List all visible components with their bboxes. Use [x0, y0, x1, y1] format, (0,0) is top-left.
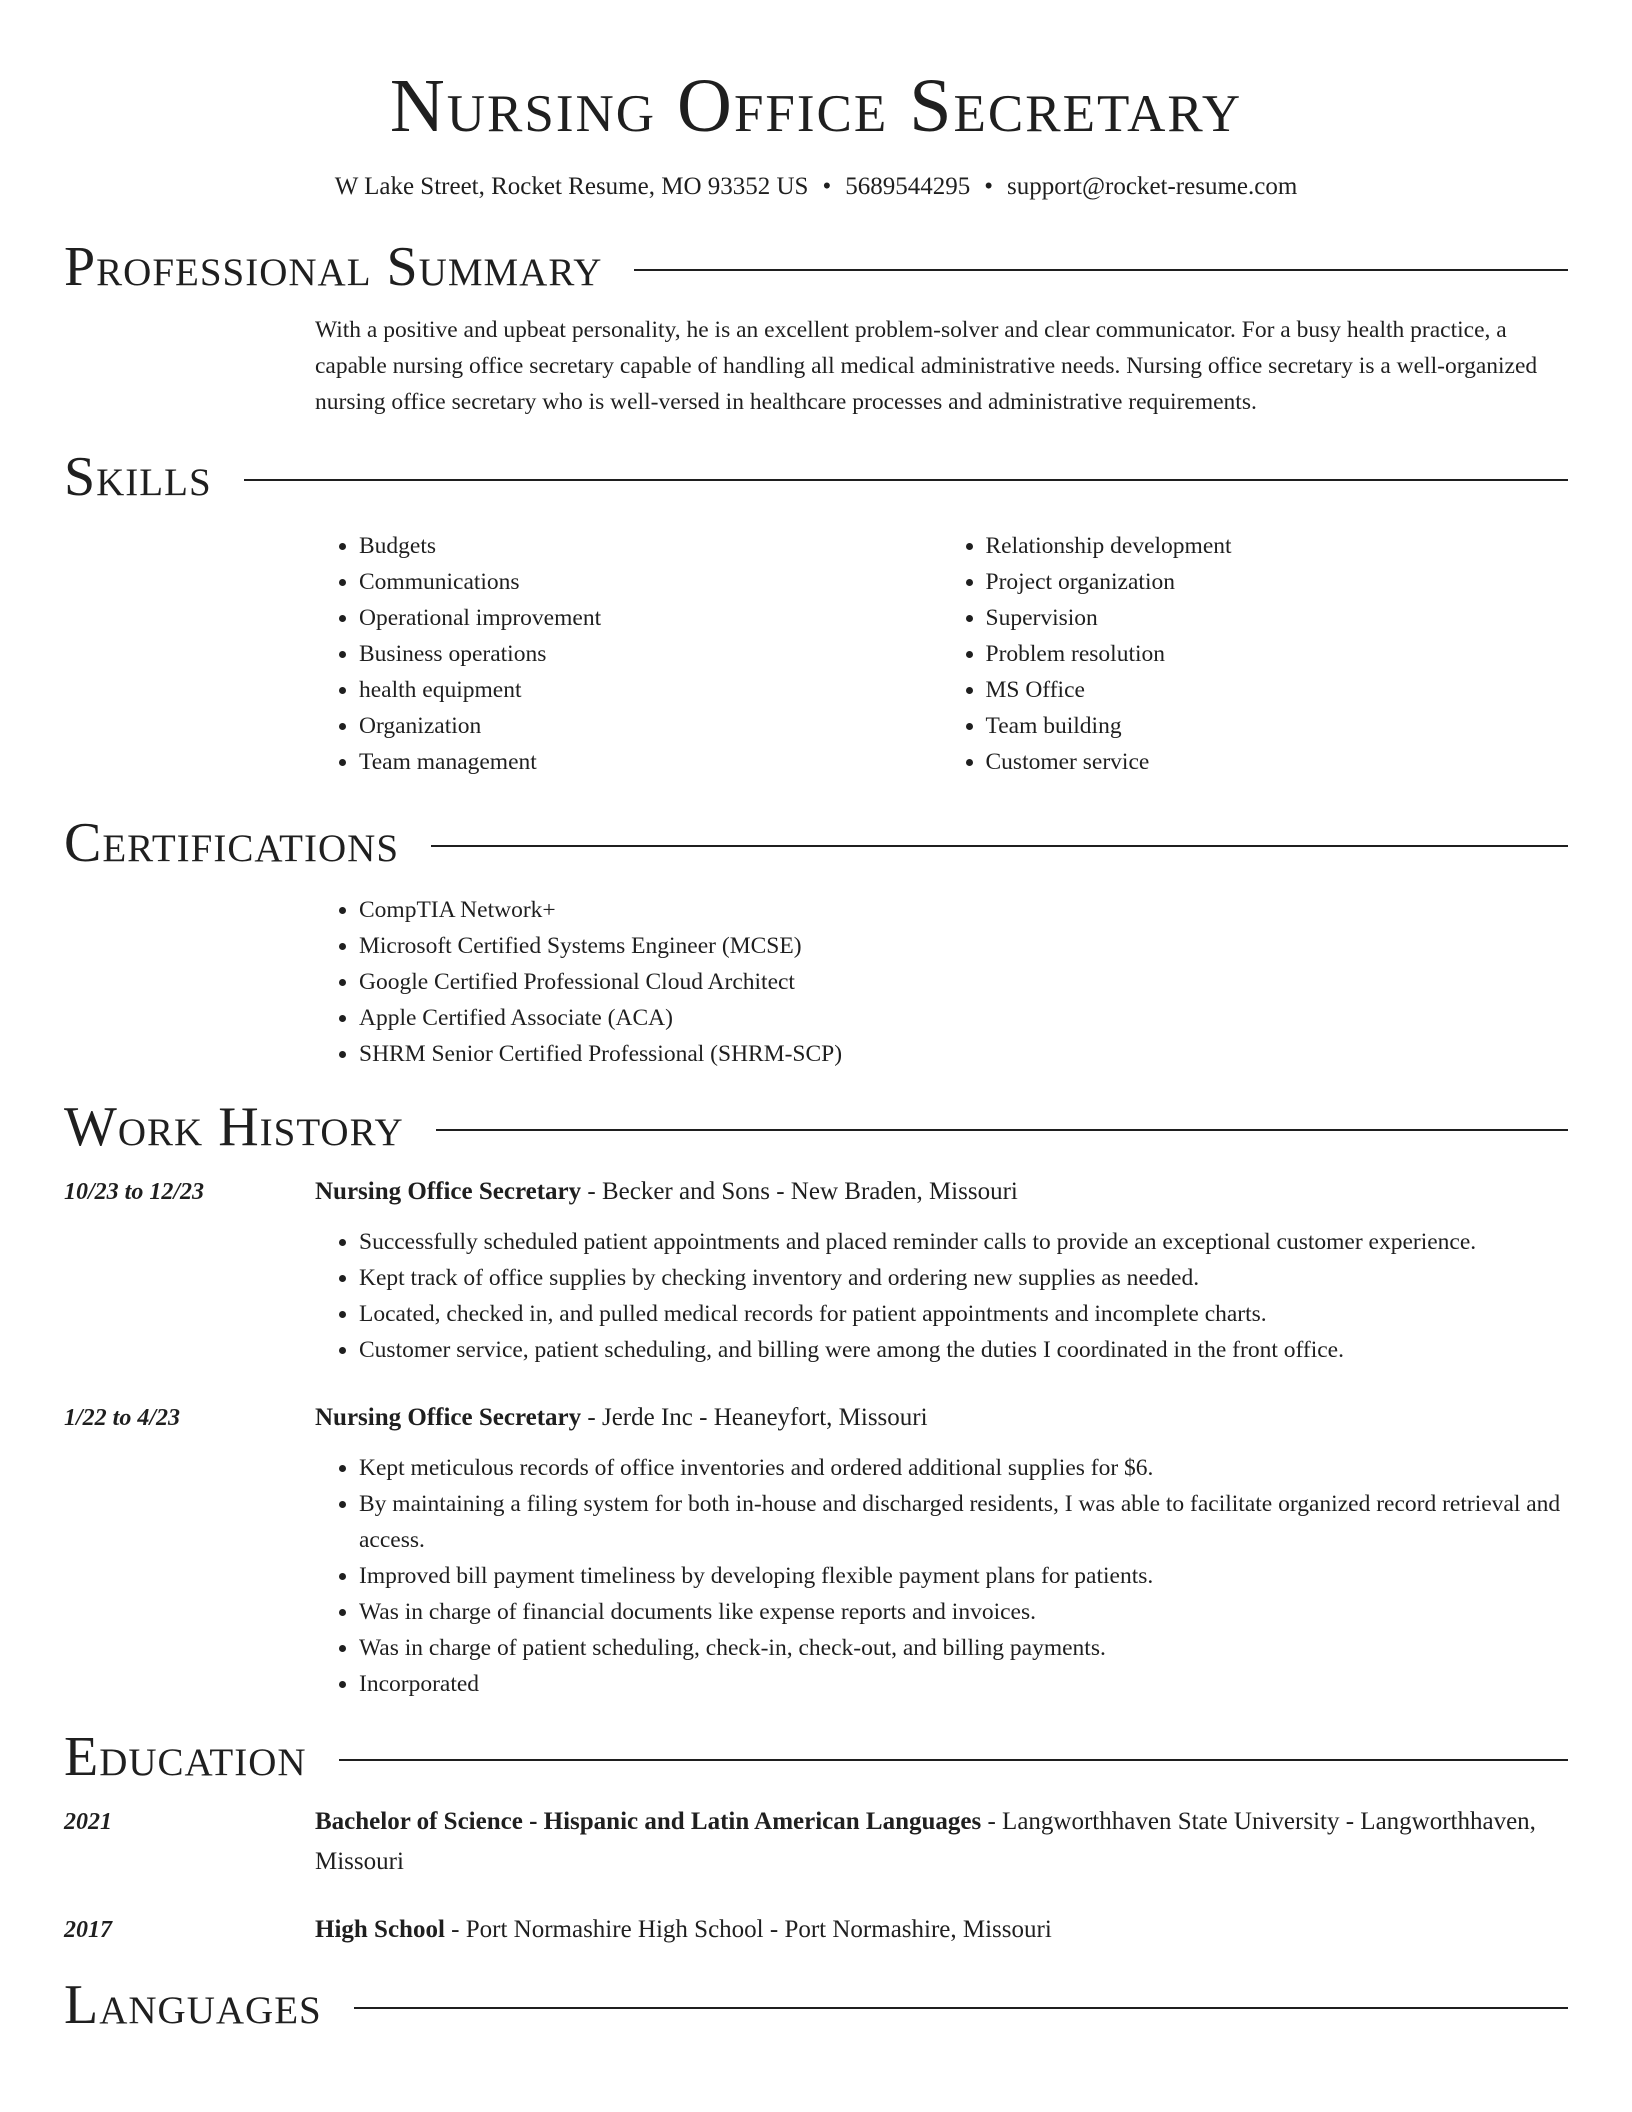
contact-phone: 5689544295: [845, 173, 971, 200]
job-dates: 1/22 to 4/23: [64, 1405, 181, 1431]
summary-title: Professional Summary: [64, 236, 603, 298]
job-bullet: • Was in charge of patient scheduling, check-in, check-out, and billing payments.: [359, 1630, 1568, 1666]
job-bullet: • Kept track of office supplies by checking inventory and ordering new supplies as needed.: [359, 1260, 1568, 1296]
summary-text: With a positive and upbeat personality, he is an excellent problem-solver and clear communicator. For a busy health practice, a capable nursing office secretary capable of handling all medical administrative needs. Nursing office secretary is a well-organized nursing office secretary who is well-versed in healthcare processes and administrative requirements.: [315, 317, 1538, 415]
section-rule: [354, 2007, 1568, 2009]
education-year: 2021: [64, 1809, 112, 1835]
education-entry: [64, 1802, 1568, 1882]
skill-item: • Budgets: [359, 528, 942, 564]
education-entry: [64, 1910, 1568, 1950]
job-bullet: • Located, checked in, and pulled medical records for patient appointments and incomplete charts.: [359, 1296, 1568, 1332]
certification-item: • Google Certified Professional Cloud Architect: [359, 964, 1568, 1000]
languages-title: Languages: [64, 1974, 322, 2036]
skills-list-left: [315, 528, 942, 780]
skill-item: • Organization: [359, 708, 942, 744]
education-degree: High School: [315, 1916, 445, 1943]
job-role: Nursing Office Secretary: [315, 1178, 582, 1205]
skill-item: • Project organization: [986, 564, 1569, 600]
skill-item: • health equipment: [359, 672, 942, 708]
job-dates: 10/23 to 12/23: [64, 1179, 205, 1205]
education-section-header: [64, 1724, 1568, 1790]
job-details: - Becker and Sons - New Braden, Missouri: [581, 1178, 1018, 1205]
job-bullet: • Customer service, patient scheduling, and billing were among the duties I coordinated in the front office.: [359, 1332, 1568, 1368]
job-bullet: • Kept meticulous records of office inventories and ordered additional supplies for $6.: [359, 1450, 1568, 1486]
skill-item: • Customer service: [986, 744, 1569, 780]
contact-separator: •: [822, 173, 832, 200]
section-rule: [436, 1129, 1568, 1131]
resume-name: Nursing Office Secretary: [389, 64, 1243, 148]
certifications-title: Certifications: [64, 812, 400, 874]
education-details: - Port Normashire High School - Port Normashire, Missouri: [444, 1916, 1052, 1943]
job-body: [315, 1398, 1568, 1702]
section-rule: [244, 479, 1568, 481]
job-bullet: • Incorporated: [359, 1666, 1568, 1702]
skills-section-header: [64, 444, 1568, 510]
certification-item: • Apple Certified Associate (ACA): [359, 1000, 1568, 1036]
job-headline: [315, 1398, 1568, 1438]
education-degree: Bachelor of Science - Hispanic and Latin American Languages: [315, 1808, 982, 1835]
education-title: Education: [64, 1726, 307, 1788]
skill-item: • MS Office: [986, 672, 1569, 708]
skill-item: • Team management: [359, 744, 942, 780]
skill-item: • Communications: [359, 564, 942, 600]
skill-item: • Team building: [986, 708, 1569, 744]
skill-item: • Business operations: [359, 636, 942, 672]
skills-lists: [315, 528, 1568, 780]
education-details: - Langworthhaven State University - Langworthhaven, Missouri: [315, 1808, 1536, 1875]
job-bullet: • Improved bill payment timeliness by developing flexible payment plans for patients.: [359, 1558, 1568, 1594]
job-bullets: [315, 1450, 1568, 1702]
job-bullets: [315, 1224, 1568, 1368]
skills-list-right: [942, 528, 1569, 780]
certifications-list: [315, 892, 1568, 1072]
contact-address: W Lake Street, Rocket Resume, MO 93352 US: [334, 173, 809, 200]
education-year: 2017: [64, 1917, 112, 1943]
skill-item: • Problem resolution: [986, 636, 1569, 672]
education-headline: [315, 1910, 1568, 1950]
certification-item: • SHRM Senior Certified Professional (SHRM-SCP): [359, 1036, 1568, 1072]
skill-item: • Supervision: [986, 600, 1569, 636]
section-rule: [339, 1759, 1568, 1761]
summary-section-header: [64, 234, 1568, 300]
job-bullet: • Was in charge of financial documents like expense reports and invoices.: [359, 1594, 1568, 1630]
education-body: [315, 1802, 1568, 1882]
languages-section-header: [64, 1972, 1568, 2038]
job-body: [315, 1172, 1568, 1368]
contact-email: support@rocket-resume.com: [1007, 173, 1298, 200]
skill-item: • Operational improvement: [359, 600, 942, 636]
job-role: Nursing Office Secretary: [315, 1404, 582, 1431]
section-rule: [634, 269, 1568, 271]
contact-separator: •: [984, 173, 993, 200]
job-entry: [64, 1398, 1568, 1702]
job-entry: [64, 1172, 1568, 1368]
skill-item: • Relationship development: [986, 528, 1569, 564]
contact-line: [64, 170, 1568, 204]
education-headline: [315, 1802, 1568, 1882]
work-title: Work History: [64, 1096, 404, 1158]
job-bullet: • Successfully scheduled patient appointments and placed reminder calls to provide an exceptional customer experience.: [359, 1224, 1568, 1260]
certification-item: • Microsoft Certified Systems Engineer (MCSE): [359, 928, 1568, 964]
education-body: [315, 1910, 1568, 1950]
work-section-header: [64, 1094, 1568, 1160]
certifications-section-header: [64, 810, 1568, 876]
skills-title: Skills: [64, 446, 212, 508]
job-details: - Jerde Inc - Heaneyfort, Missouri: [581, 1404, 928, 1431]
certification-item: • CompTIA Network+: [359, 892, 1568, 928]
job-headline: [315, 1172, 1568, 1212]
certifications-list-wrap: [315, 892, 1568, 1072]
job-bullet: • By maintaining a filing system for both in-house and discharged residents, I was able to facilitate organized record retrieval and access.: [359, 1486, 1568, 1558]
section-rule: [431, 845, 1568, 847]
